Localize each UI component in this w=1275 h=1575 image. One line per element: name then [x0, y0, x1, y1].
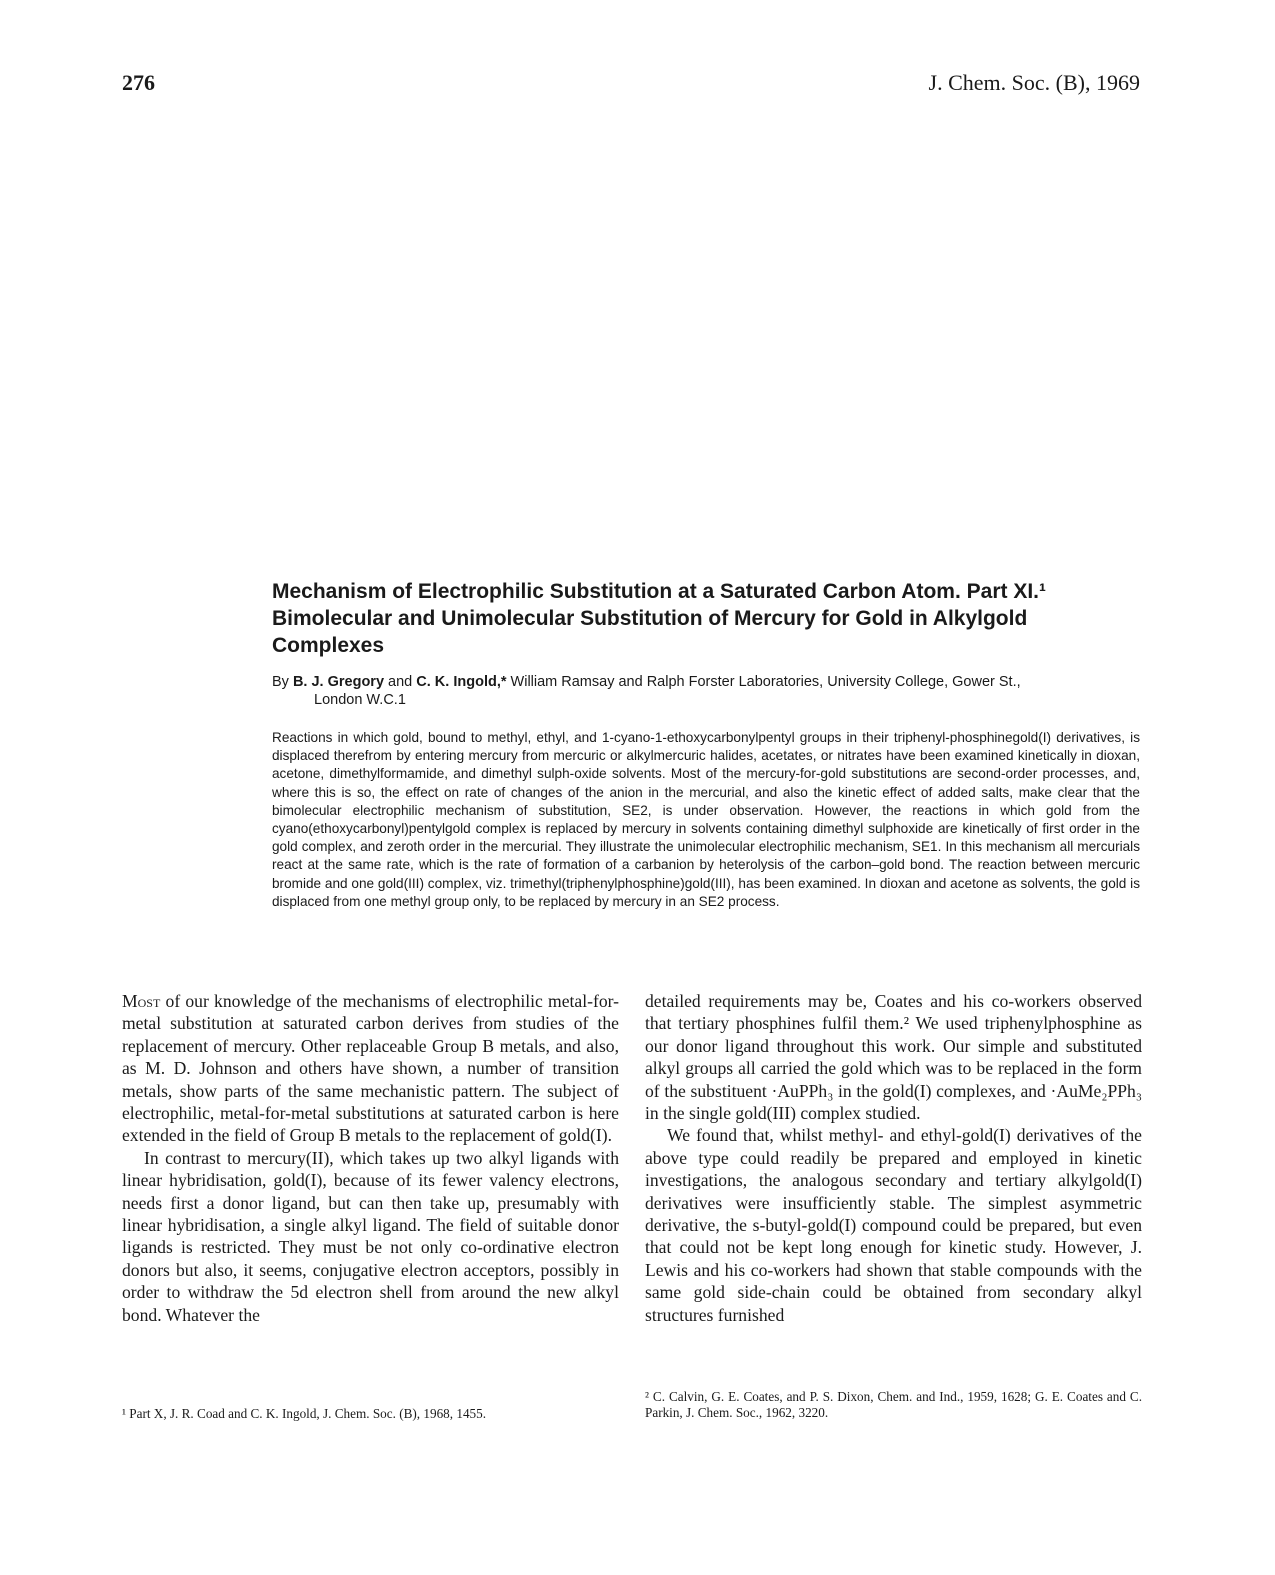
- body-column-left: [122, 990, 619, 1326]
- body-column-right: [645, 990, 1142, 1326]
- running-head: J. Chem. Soc. (B), 1969: [928, 70, 1140, 95]
- affiliation-line-1: William Ramsay and Ralph Forster Laboratories, University College, Gower St.,: [510, 674, 1021, 690]
- article-title: Mechanism of Electrophilic Substitution at a Saturated Carbon Atom. Part XI.¹ Bimolecular and Unimolecular Substitution of Mercury for Gold in Alkylgold Complexes: [272, 580, 1046, 657]
- body-paragraph: detailed requirements may be, Coates and his co-workers observed that tertiary phosphines fulfil them.² We used triphenylphosphine as our donor ligand throughout this work. Our simple and substituted alkyl groups all carried the gold which was to be replaced in the form of the substituent ·AuPPh₃ in the gold(I) complexes, and ·AuMe₂PPh₃ in the single gold(III) complex studied.: [645, 991, 1142, 1124]
- byline-prefix: By: [272, 674, 289, 690]
- footnote-1: ¹ Part X, J. R. Coad and C. K. Ingold, J. Chem. Soc. (B), 1968, 1455.: [122, 1406, 487, 1421]
- affiliation-line-2: London W.C.1: [314, 692, 406, 708]
- page-number: 276: [122, 70, 155, 95]
- author-1: B. J. Gregory: [292, 674, 385, 690]
- footnote-2: ² C. Calvin, G. E. Coates, and P. S. Dixon, Chem. and Ind., 1959, 1628; G. E. Coates and C. Parkin, J. Chem. Soc., 1962, 3220.: [645, 1389, 1142, 1420]
- abstract: Reactions in which gold, bound to methyl, ethyl, and 1-cyano-1-ethoxycarbonylpentyl groups in their triphenyl-phosphinegold(I) derivatives, is displaced therefrom by entering mercury from mercuric or alkylmercuric halides, acetates, or nitrates have been examined kinetically in dioxan, acetone, dimethylformamide, and dimethyl sulph-oxide solvents. Most of the mercury-for-gold substitutions are second-order processes, and, where this is so, the effect on rate of changes of the anion in the mercurial, and also the kinetic effect of added salts, make clear that the bimolecular electrophilic mechanism of substitution, SE2, is under observation. However, the reactions in which gold from the cyano(ethoxycarbonyl)pentylgold complex is replaced by mercury in solvents containing dimethyl sulphoxide are kinetically of first order in the gold complex, and zeroth order in the mercurial. They illustrate the unimolecular electrophilic mechanism, SE1. In this mechanism all mercurials react at the same rate, which is the rate of formation of a carbanion by heterolysis of the carbon–gold bond. The reaction between mercuric bromide and one gold(III) complex, viz. trimethyl(triphenylphosphine)gold(III), has been examined. In dioxan and acetone as solvents, the gold is displaced from one methyl group only, to be replaced by mercury in an SE2 process.: [272, 730, 1140, 909]
- paragraph-text: of our knowledge of the mechanisms of electrophilic metal-for-metal substitution at saturated carbon derives from studies of the replacement of mercury. Other replaceable Group B metals, and also, as M. D. Johnson and others have shown, a number of transition metals, show parts of the same mechanistic pattern. The subject of electrophilic, metal-for-metal substitutions at saturated carbon is here extended in the field of Group B metals to the replacement of gold(I).: [122, 991, 620, 1146]
- body-paragraph: In contrast to mercury(II), which takes up two alkyl ligands with linear hybridisation, gold(I), because of its fewer valency electrons, needs first a donor ligand, but can then take up, presumably with linear hybridisation, a single alkyl ligand. The field of suitable donor ligands is restricted. They must be not only co-ordinative electron donors but also, it seems, conjugative electron acceptors, possibly in order to withdraw the 5d electron shell from around the new alkyl bond. Whatever the: [122, 1147, 619, 1325]
- byline: [272, 673, 1142, 709]
- body-paragraph: [122, 990, 619, 1147]
- body-paragraph: We found that, whilst methyl- and ethyl-gold(I) derivatives of the above type could readily be prepared and employed in kinetic investigations, the analogous secondary and tertiary alkylgold(I) derivatives were insufficiently stable. The simplest asymmetric derivative, the s-butyl-gold(I) compound could be prepared, but even that could not be kept long enough for kinetic study. However, J. Lewis and his co-workers had shown that stable compounds with the same gold side-chain could be obtained from secondary alkyl structures furnished: [645, 1125, 1142, 1325]
- lead-in: Most: [122, 991, 161, 1011]
- byline-and: and: [388, 674, 413, 690]
- author-2: C. K. Ingold,*: [416, 674, 507, 690]
